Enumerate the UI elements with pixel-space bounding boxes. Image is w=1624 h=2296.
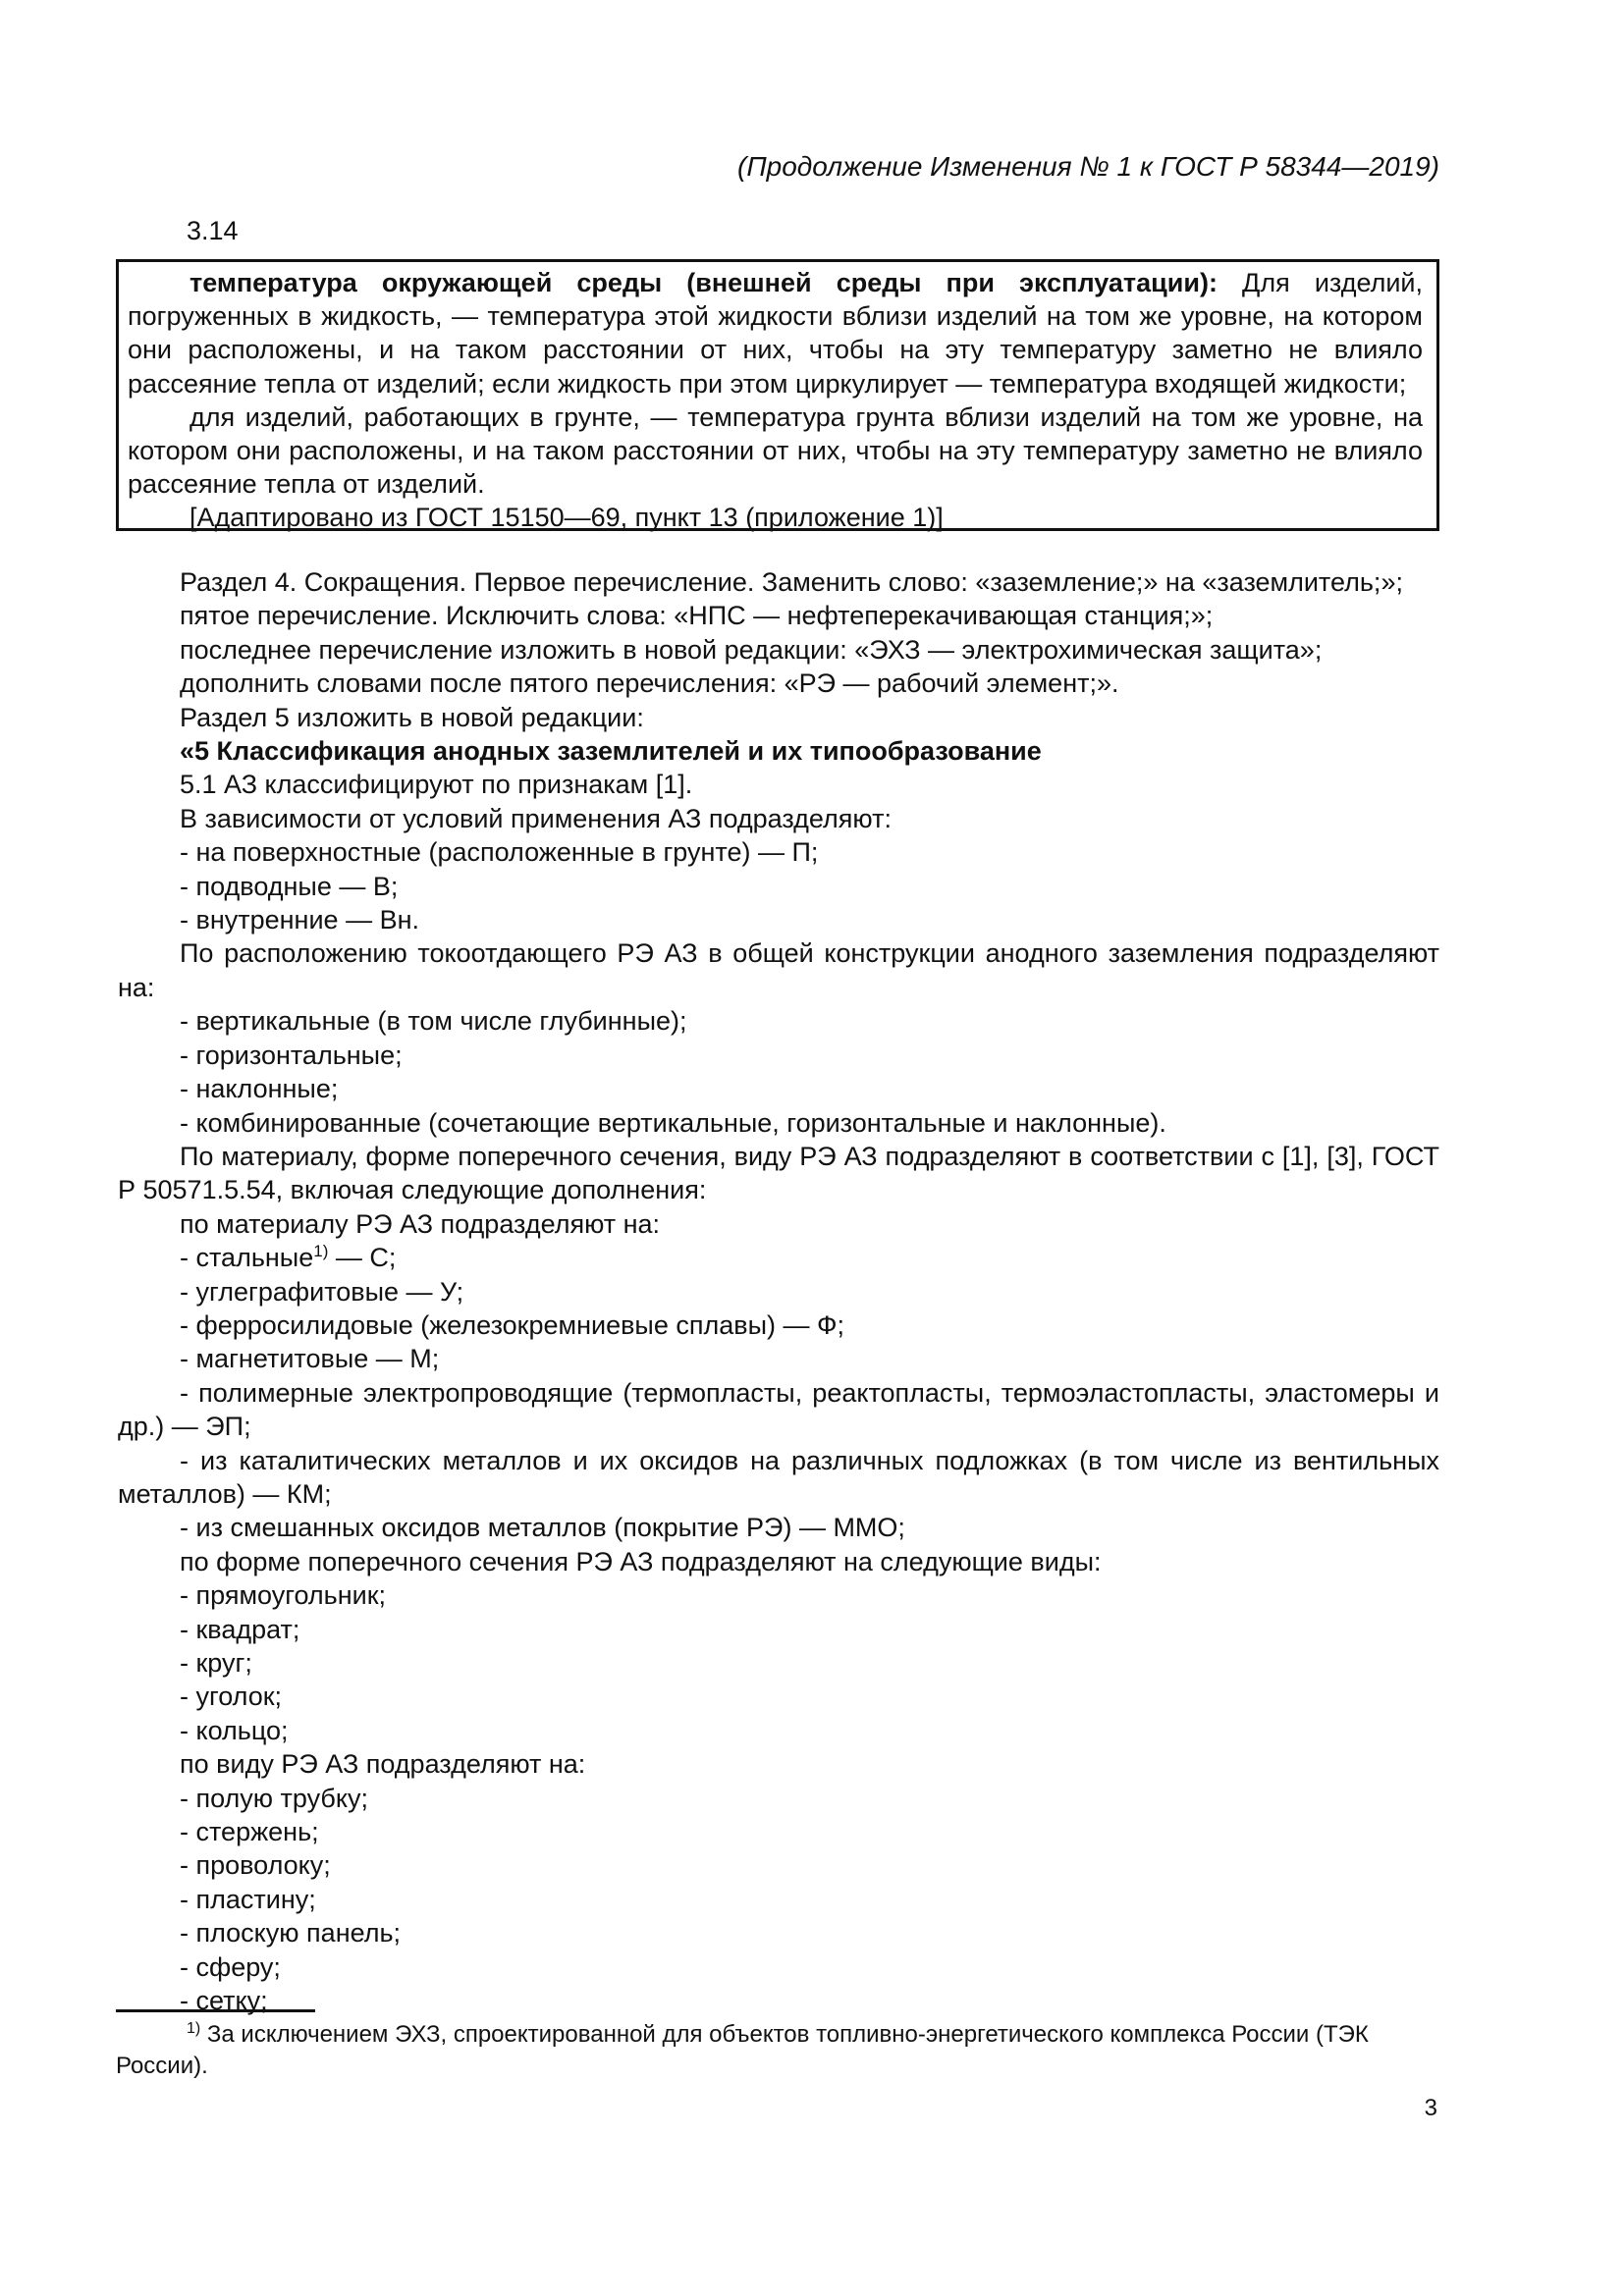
page-number: 3 — [1424, 2095, 1437, 2121]
list-item: - пластину; — [180, 1884, 316, 1914]
footnote-text: За исключением ЭХЗ, спроектированной для объектов топливно-энергетического комплекса России (ТЭК России). — [116, 2021, 1369, 2079]
paragraph: В зависимости от условий применения АЗ подразделяют: — [180, 803, 892, 833]
list-item: - углеграфитовые — У; — [180, 1276, 464, 1307]
paragraph: по форме поперечного сечения РЭ АЗ подразделяют на следующие виды: — [180, 1546, 1102, 1576]
list-item: - из каталитических металлов и их оксидов на различных подложках (в том числе из вентильных металлов) — КМ; — [118, 1445, 1439, 1509]
body-text — [118, 565, 1439, 2017]
list-item-text: — С; — [328, 1243, 397, 1273]
list-item: - вертикальные (в том числе глубинные); — [180, 1006, 687, 1037]
paragraph: по материалу РЭ АЗ подразделяют на: — [180, 1208, 661, 1239]
paragraph: дополнить словами после пятого перечисления: «РЭ — рабочий элемент;». — [180, 668, 1119, 699]
list-item: - полую трубку; — [180, 1783, 369, 1813]
list-item: - сферу; — [180, 1951, 281, 1982]
list-item: - плоскую панель; — [180, 1918, 402, 1949]
paragraph: По расположению токоотдающего РЭ АЗ в общей конструкции анодного заземления подразделяют на: — [118, 938, 1439, 1002]
list-item: - внутренние — Вн. — [180, 905, 419, 935]
list-item: - стержень; — [180, 1817, 319, 1847]
list-item-text: - стальные — [180, 1243, 314, 1273]
list-item: - комбинированные (сочетающие вертикальные, горизонтальные и наклонные). — [180, 1107, 1166, 1138]
list-item: - уголок; — [180, 1682, 283, 1712]
list-item: - из смешанных оксидов металлов (покрытие РЭ) — ММО; — [180, 1513, 905, 1543]
list-item: - подводные — В; — [180, 871, 399, 901]
paragraph: Раздел 5 изложить в новой редакции: — [180, 702, 644, 732]
footnote-reference: 1) — [313, 1242, 329, 1261]
footnote-mark: 1) — [187, 2020, 201, 2037]
defined-term: температура окружающей среды (внешней среды при эксплуатации): — [189, 268, 1218, 297]
paragraph: последнее перечисление изложить в новой редакции: «ЭХЗ — электрохимическая защита»; — [180, 634, 1323, 665]
paragraph: по виду РЭ АЗ подразделяют на: — [180, 1749, 586, 1780]
list-item: - сетку; — [180, 1986, 268, 2016]
definition-box — [116, 259, 1439, 531]
list-item — [118, 1241, 1439, 1274]
list-item: - круг; — [180, 1648, 252, 1678]
list-item: - квадрат; — [180, 1614, 300, 1644]
footnote — [116, 2019, 1439, 2082]
paragraph: 5.1 АЗ классифицируют по признакам [1]. — [180, 770, 693, 800]
list-item: - горизонтальные; — [180, 1040, 403, 1070]
page-header: (Продолжение Изменения № 1 к ГОСТ Р 58344—2019) — [737, 151, 1439, 182]
paragraph: Раздел 4. Сокращения. Первое перечисление. Заменить слово: «заземление;» на «заземлитель;»; — [180, 567, 1403, 597]
list-item: - кольцо; — [180, 1715, 289, 1745]
clause-number: 3.14 — [187, 216, 239, 245]
definition-source: [Адаптировано из ГОСТ 15150—69, пункт 13 (приложение 1)] — [189, 503, 944, 533]
section-heading: «5 Классификация анодных заземлителей и их типообразование — [180, 736, 1042, 767]
footnote-paragraph — [116, 2019, 1439, 2082]
list-item: - прямоугольник; — [180, 1580, 387, 1611]
list-item: - ферросилидовые (железокремниевые сплавы) — Ф; — [180, 1309, 845, 1340]
list-item: - полимерные электропроводящие (термопласты, реактопласты, термоэластопласты, эластомеры и др.) — ЭП; — [118, 1377, 1439, 1442]
paragraph: пятое перечисление. Исключить слова: «НПС — нефтеперекачивающая станция;»; — [180, 601, 1214, 631]
list-item: - проволоку; — [180, 1850, 331, 1881]
list-item: - наклонные; — [180, 1074, 339, 1104]
definition-paragraph-2: для изделий, работающих в грунте, — температура грунта вблизи изделий на том же уровне, на котором они расположены, и на таком расстоянии от них, чтобы на эту температуру заметно не влияло рассеяние тепла от изделий. — [128, 401, 1423, 500]
paragraph: По материалу, форме поперечного сечения, виду РЭ АЗ подразделяют в соответствии с [1], [3], ГОСТ Р 50571.5.54, включая следующие дополнения: — [118, 1141, 1439, 1205]
footnote-divider — [116, 2009, 315, 2012]
definition-paragraph — [128, 266, 1423, 400]
list-item: - магнетитовые — М; — [180, 1344, 440, 1374]
list-item: - на поверхностные (расположенные в грунте) — П; — [180, 837, 819, 868]
definition-text: Для изделий, погруженных в жидкость, — температура этой жидкости вблизи изделий на том же уровне, на котором они расположены, и на таком расстоянии от них, чтобы на эту температуру заметно не влияло рассеяние тепла от изделий; если жидкость при этом циркулирует — температура входящей жидкости; — [128, 268, 1423, 399]
